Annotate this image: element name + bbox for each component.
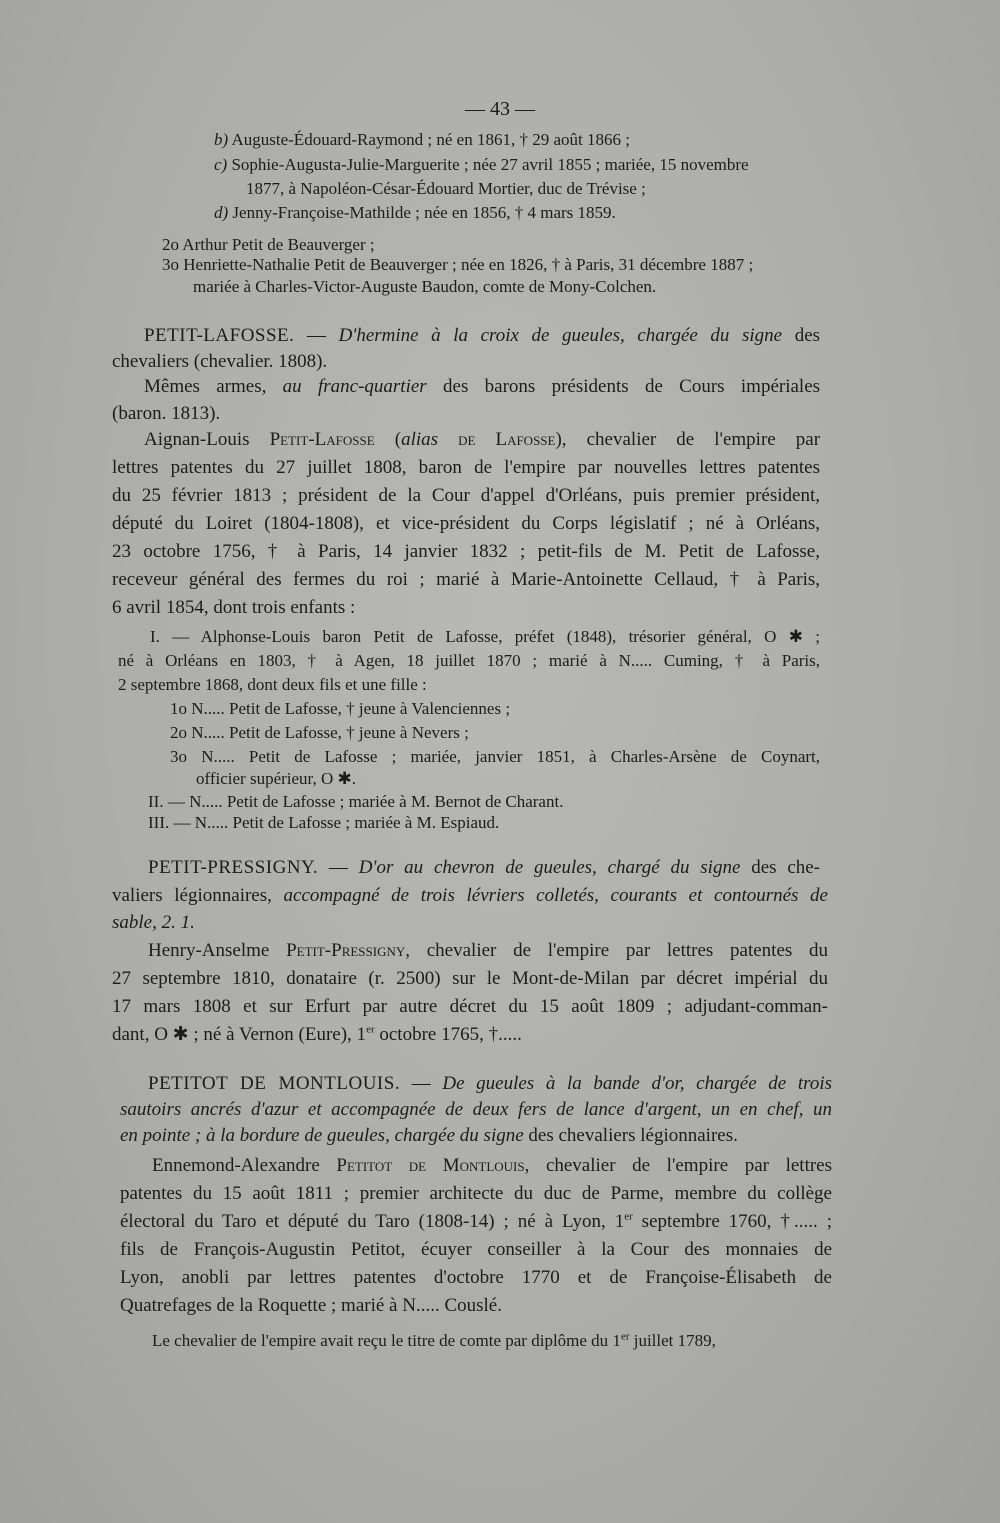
- lafosse-bio-4: député du Loiret (1804-1808), et vice-président du Corps législatif ; né à Orléans,: [112, 513, 820, 534]
- page-number: — 43 —: [465, 98, 535, 120]
- lafosse-bio-6: receveur général des fermes du roi ; marié à Marie-Antoinette Cellaud, † à Paris,: [112, 569, 820, 590]
- person-name: Petit-Pressigny: [286, 940, 406, 961]
- montlouis-arms-2: sautoirs ancrés d'azur et accompagnée de deux fers de lance d'argent, un en chef, un: [120, 1099, 832, 1120]
- pressigny-bio-4: dant, O ✱ ; né à Vernon (Eure), 1er octobre 1765, †.....: [112, 1023, 522, 1045]
- lafosse-bio-2: lettres patentes du 27 juillet 1808, baron de l'empire par nouvelles lettres patentes: [112, 457, 820, 478]
- child-i: I. — Alphonse-Louis baron Petit de Lafosse, préfet (1848), trésorier général, O ✱ ;: [150, 627, 820, 646]
- pressigny-arms-2: valiers légionnaires, accompagné de trois lévriers colletés, courants et contournés de: [112, 885, 828, 906]
- sibling-3-cont: mariée à Charles-Victor-Auguste Baudon, comte de Mony-Colchen.: [193, 277, 657, 296]
- lafosse-bio-7: 6 avril 1854, dont trois enfants :: [112, 597, 356, 618]
- entry-heading: PETIT-LAFOSSE.: [144, 325, 295, 346]
- lafosse-arms-1: PETIT-LAFOSSE. — D'hermine à la croix de gueules, chargée du signe des: [144, 325, 821, 346]
- child-i-cont: né à Orléans en 1803, † à Agen, 18 juillet 1870 ; marié à N..... Cuming, † à Paris,: [118, 651, 820, 670]
- montlouis-bio-1: Ennemond-Alexandre Petitot de Montlouis, chevalier de l'empire par lettres: [152, 1155, 832, 1176]
- child-ii: II. — N..... Petit de Lafosse ; mariée à M. Bernot de Charant.: [148, 792, 564, 811]
- montlouis-arms-1: PETITOT DE MONTLOUIS. — De gueules à la bande d'or, chargée de trois: [148, 1073, 833, 1094]
- child-c: c) Sophie-Augusta-Julie-Marguerite ; née 27 avril 1855 ; mariée, 15 novembre: [214, 155, 749, 174]
- montlouis-note: Le chevalier de l'empire avait reçu le titre de comte par diplôme du 1er juillet 1789,: [152, 1330, 716, 1350]
- montlouis-bio-2: patentes du 15 août 1811 ; premier architecte du duc de Parme, membre du collège: [120, 1183, 832, 1204]
- child-d: d) Jenny-Françoise-Mathilde ; née en 1856, † 4 mars 1859.: [214, 203, 616, 222]
- lafosse-bio-5: 23 octobre 1756, † à Paris, 14 janvier 1832 ; petit-fils de M. Petit de Lafosse,: [112, 541, 820, 562]
- lafosse-arms-4: (baron. 1813).: [112, 403, 221, 424]
- lafosse-bio-3: du 25 février 1813 ; président de la Cour d'appel d'Orléans, puis premier président,: [112, 485, 820, 506]
- grandchild-3: 3o N..... Petit de Lafosse ; mariée, janvier 1851, à Charles-Arsène de Coynart,: [170, 747, 820, 766]
- montlouis-arms-3: en pointe ; à la bordure de gueules, chargée du signe des chevaliers légionnaires.: [120, 1125, 738, 1146]
- child-c-cont: 1877, à Napoléon-César-Édouard Mortier, duc de Trévise ;: [246, 179, 646, 198]
- child-iii: III. — N..... Petit de Lafosse ; mariée à M. Espiaud.: [148, 813, 500, 832]
- lafosse-arms-3: Mêmes armes, au franc-quartier des barons présidents de Cours impériales: [144, 376, 821, 397]
- lafosse-arms-2: chevaliers (chevalier. 1808).: [112, 351, 328, 372]
- pressigny-arms-1: PETIT-PRESSIGNY. — D'or au chevron de gueules, chargé du signe des che-: [148, 857, 821, 878]
- grandchild-3-cont: officier supérieur, O ✱.: [196, 769, 357, 788]
- pressigny-bio-1: Henry-Anselme Petit-Pressigny, chevalier de l'empire par lettres patentes du: [148, 940, 828, 961]
- montlouis-bio-6: Quatrefages de la Roquette ; marié à N..... Couslé.: [120, 1295, 502, 1316]
- person-name: Petit-Lafosse: [269, 429, 375, 450]
- sibling-2: 2o Arthur Petit de Beauverger ;: [162, 235, 375, 254]
- grandchild-2: 2o N..... Petit de Lafosse, † jeune à Nevers ;: [170, 723, 469, 742]
- montlouis-bio-4: fils de François-Augustin Petitot, écuyer conseiller à la Cour des monnaies de: [120, 1239, 832, 1260]
- entry-heading: PETITOT DE MONTLOUIS.: [148, 1073, 401, 1094]
- pressigny-bio-2: 27 septembre 1810, donataire (r. 2500) sur le Mont-de-Milan par décret impérial du: [112, 968, 828, 989]
- sibling-3: 3o Henriette-Nathalie Petit de Beauverger ; née en 1826, † à Paris, 31 décembre 1887 ;: [162, 255, 754, 274]
- montlouis-bio-5: Lyon, anobli par lettres patentes d'octobre 1770 et de Françoise-Élisabeth de: [120, 1267, 832, 1288]
- pressigny-arms-3: sable, 2. 1.: [112, 912, 195, 933]
- grandchild-1: 1o N..... Petit de Lafosse, † jeune à Valenciennes ;: [170, 699, 511, 718]
- child-i-cont-2: 2 septembre 1868, dont deux fils et une fille :: [118, 675, 427, 694]
- person-name: Petitot de Montlouis: [336, 1155, 525, 1176]
- lafosse-bio-1: Aignan-Louis Petit-Lafosse (alias de Lafosse), chevalier de l'empire par: [144, 429, 821, 450]
- child-b: b) Auguste-Édouard-Raymond ; né en 1861, † 29 août 1866 ;: [214, 130, 630, 149]
- montlouis-bio-3: électoral du Taro et député du Taro (1808-14) ; né à Lyon, 1er septembre 1760, †..... ;: [120, 1210, 832, 1232]
- pressigny-bio-3: 17 mars 1808 et sur Erfurt par autre décret du 15 août 1809 ; adjudant-comman-: [112, 996, 828, 1017]
- entry-heading: PETIT-PRESSIGNY.: [148, 857, 319, 878]
